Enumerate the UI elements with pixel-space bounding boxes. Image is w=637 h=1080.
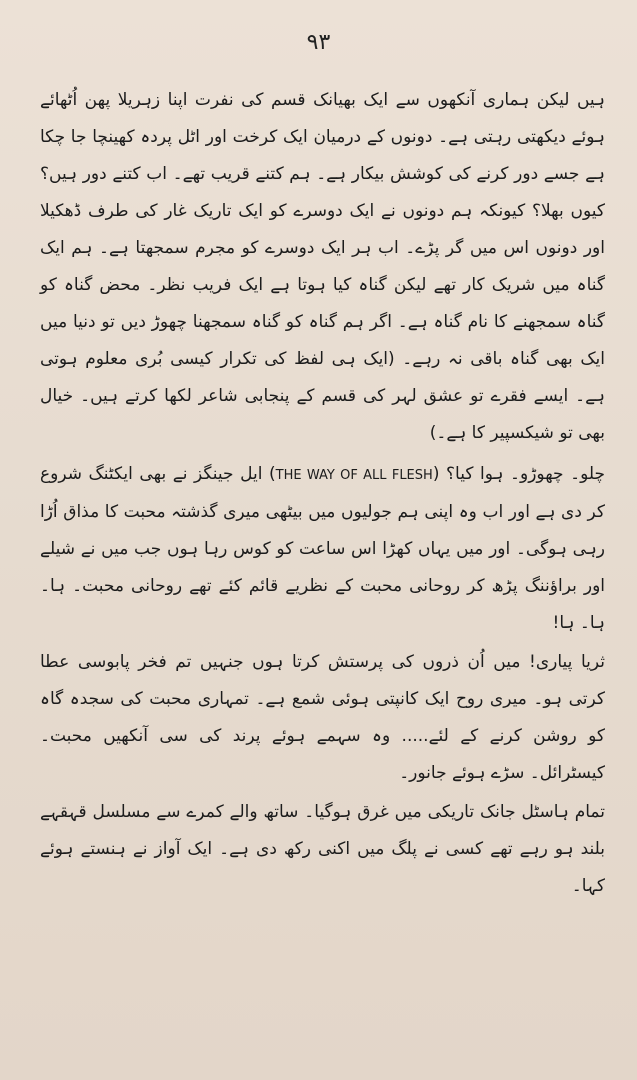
paragraph-3: ثریا پیاری! میں اُن ذروں کی پرستش کرتا ہوں جنہیں تم فخر پابوسی عطا کرتی ہو۔ میری روح ایک کانپتی ہوئی شمع ہے۔ تمہاری محبت کی سجدہ گاہ کو روشن کرنے کے لئے..... وہ سہمے ہوئے پرند کی سی آنکھیں محبت۔ کیسٹرائل۔ سڑے ہوئے جانور۔ <box>40 652 605 783</box>
paragraph-1: ہیں لیکن ہماری آنکھوں سے ایک بھیانک قسم کی نفرت اپنا زہریلا پھن اُٹھائے ہوئے دیکھتی رہتی ہے۔ دونوں کے درمیان ایک کرخت اور اٹل پردہ کھینچا جا چکا ہے جسے دور کرنے کی کوشش بیکار ہے۔ ہم کتنے قریب تھے۔ اب کتنے دور ہیں؟ کیوں بھلا؟ کیونکہ ہم دونوں نے ایک دوسرے کو ایک تاریک غار کی طرف ڈھکیلا اور دونوں اس میں گر پڑے۔ اب ہر ایک دوسرے کو مجرم سمجھتا ہے۔ ہم ایک گناہ میں شریک کار تھے لیکن گناہ کیا ہوتا ہے ایک فریب نظر۔ محض گناہ کو گناہ سمجھنے کا نام گناہ ہے۔ اگر ہم گناہ کو گناہ سمجھنا چھوڑ دیں تو دنیا میں ایک بھی گناہ باقی نہ رہے۔ (ایک ہی لفظ کی تکرار کیسی بُری معلوم ہوتی ہے۔ ایسے فقرے تو عشق لہر کی قسم کے پنجابی شاعر لکھا کرتے ہیں۔ خیال بھی تو شیکسپیر کا ہے۔) <box>40 90 605 443</box>
english-book-title: THE WAY OF ALL FLESH <box>275 468 433 483</box>
paragraph-2-before: چلو۔ چھوڑو۔ ہوا کیا؟ ( <box>432 464 606 484</box>
page-body-text <box>40 82 605 905</box>
paragraph-2-after: ) ایل جینگز نے بھی ایکٹنگ شروع کر دی ہے اور اب وہ اپنی ہم جولیوں میں بیٹھی میری گذشتہ محبت کا مذاق اُڑا رہی ہوگی۔ اور میں یہاں کھڑا اس ساعت کو کوس رہا ہوں جب میں نے شیلے اور براؤننگ پڑھ کر روحانی محبت کے نظریے قائم کئے تھے روحانی محبت۔ ہا۔ ہا۔ ہا! <box>40 464 605 633</box>
paragraph-2 <box>40 456 605 642</box>
paragraph-4: تمام ہاسٹل جانک تاریکی میں غرق ہوگیا۔ ساتھ والے کمرے سے مسلسل قہقہے بلند ہو رہے تھے کسی نے پلگ میں اکنی رکھ دی ہے۔ ایک آواز نے ہنستے ہوئے کہا۔ <box>40 802 605 896</box>
page-number: ۹۳ <box>306 30 331 55</box>
